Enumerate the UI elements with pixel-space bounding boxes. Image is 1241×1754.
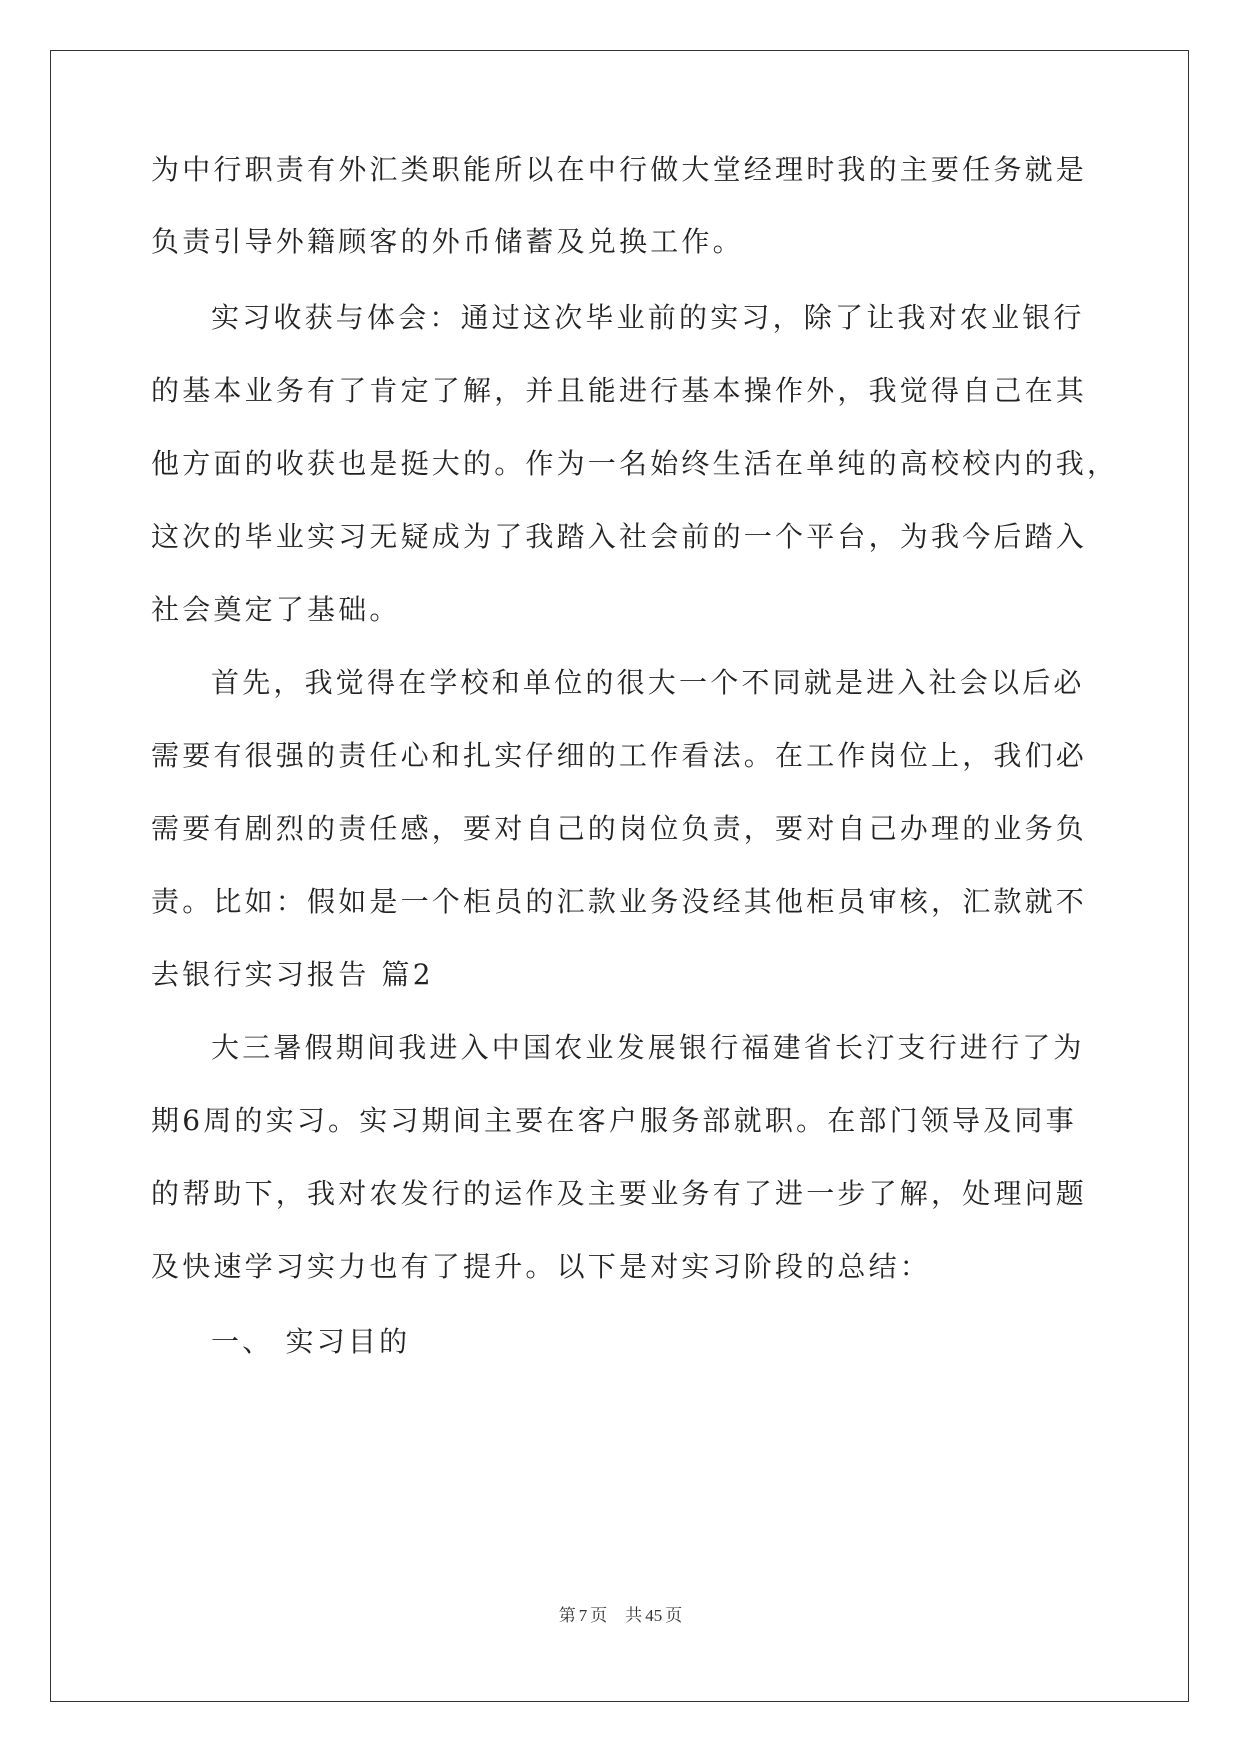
- body-text-line: 的基本业务有了肯定了解，并且能进行基本操作外，我觉得自己在其: [151, 374, 1088, 407]
- body-text-line: 需要有剧烈的责任感，要对自己的岗位负责，要对自己办理的业务负: [151, 812, 1088, 845]
- page-footer: [0, 1604, 1241, 1628]
- footer-page-prefix: 第: [558, 1606, 576, 1626]
- body-text-line: 他方面的收获也是挺大的。作为一名始终生活在单纯的高校校内的我，: [151, 447, 1119, 480]
- body-text-line: 需要有很强的责任心和扎实仔细的工作看法。在工作岗位上，我们必: [151, 739, 1088, 772]
- body-text-line: 社会奠定了基础。: [151, 593, 401, 626]
- body-text-line: 为中行职责有外汇类职能所以在中行做大堂经理时我的主要任务就是: [151, 153, 1088, 186]
- section-heading: 去银行实习报告 篇2: [151, 958, 434, 991]
- body-text-line: 责。比如：假如是一个柜员的汇款业务没经其他柜员审核，汇款就不: [151, 885, 1088, 918]
- body-text-line: 的帮助下，我对农发行的运作及主要业务有了进一步了解，处理问题: [151, 1177, 1088, 1210]
- paragraph-start-line: 首先，我觉得在学校和单位的很大一个不同就是进入社会以后必: [211, 666, 1085, 699]
- body-text-line: 及快速学习实力也有了提升。以下是对实习阶段的总结：: [151, 1250, 932, 1283]
- footer-page-current: 7: [578, 1606, 588, 1625]
- subsection-heading: 一、 实习目的: [211, 1325, 411, 1358]
- footer-total-suffix: 页: [665, 1606, 683, 1626]
- footer-page-mid: 页: [590, 1606, 608, 1626]
- footer-page-total: 45: [645, 1606, 663, 1625]
- body-text-line: 这次的毕业实习无疑成为了我踏入社会前的一个平台，为我今后踏入: [151, 520, 1088, 553]
- paragraph-start-line: 实习收获与体会：通过这次毕业前的实习，除了让我对农业银行: [211, 301, 1085, 334]
- paragraph-start-line: 大三暑假期间我进入中国农业发展银行福建省长汀支行进行了为: [211, 1031, 1085, 1064]
- body-text-line: 期6周的实习。实习期间主要在客户服务部就职。在部门领导及同事: [151, 1104, 1077, 1137]
- body-text-line: 负责引导外籍顾客的外币储蓄及兑换工作。: [151, 225, 744, 258]
- footer-total-prefix: 共: [625, 1606, 643, 1626]
